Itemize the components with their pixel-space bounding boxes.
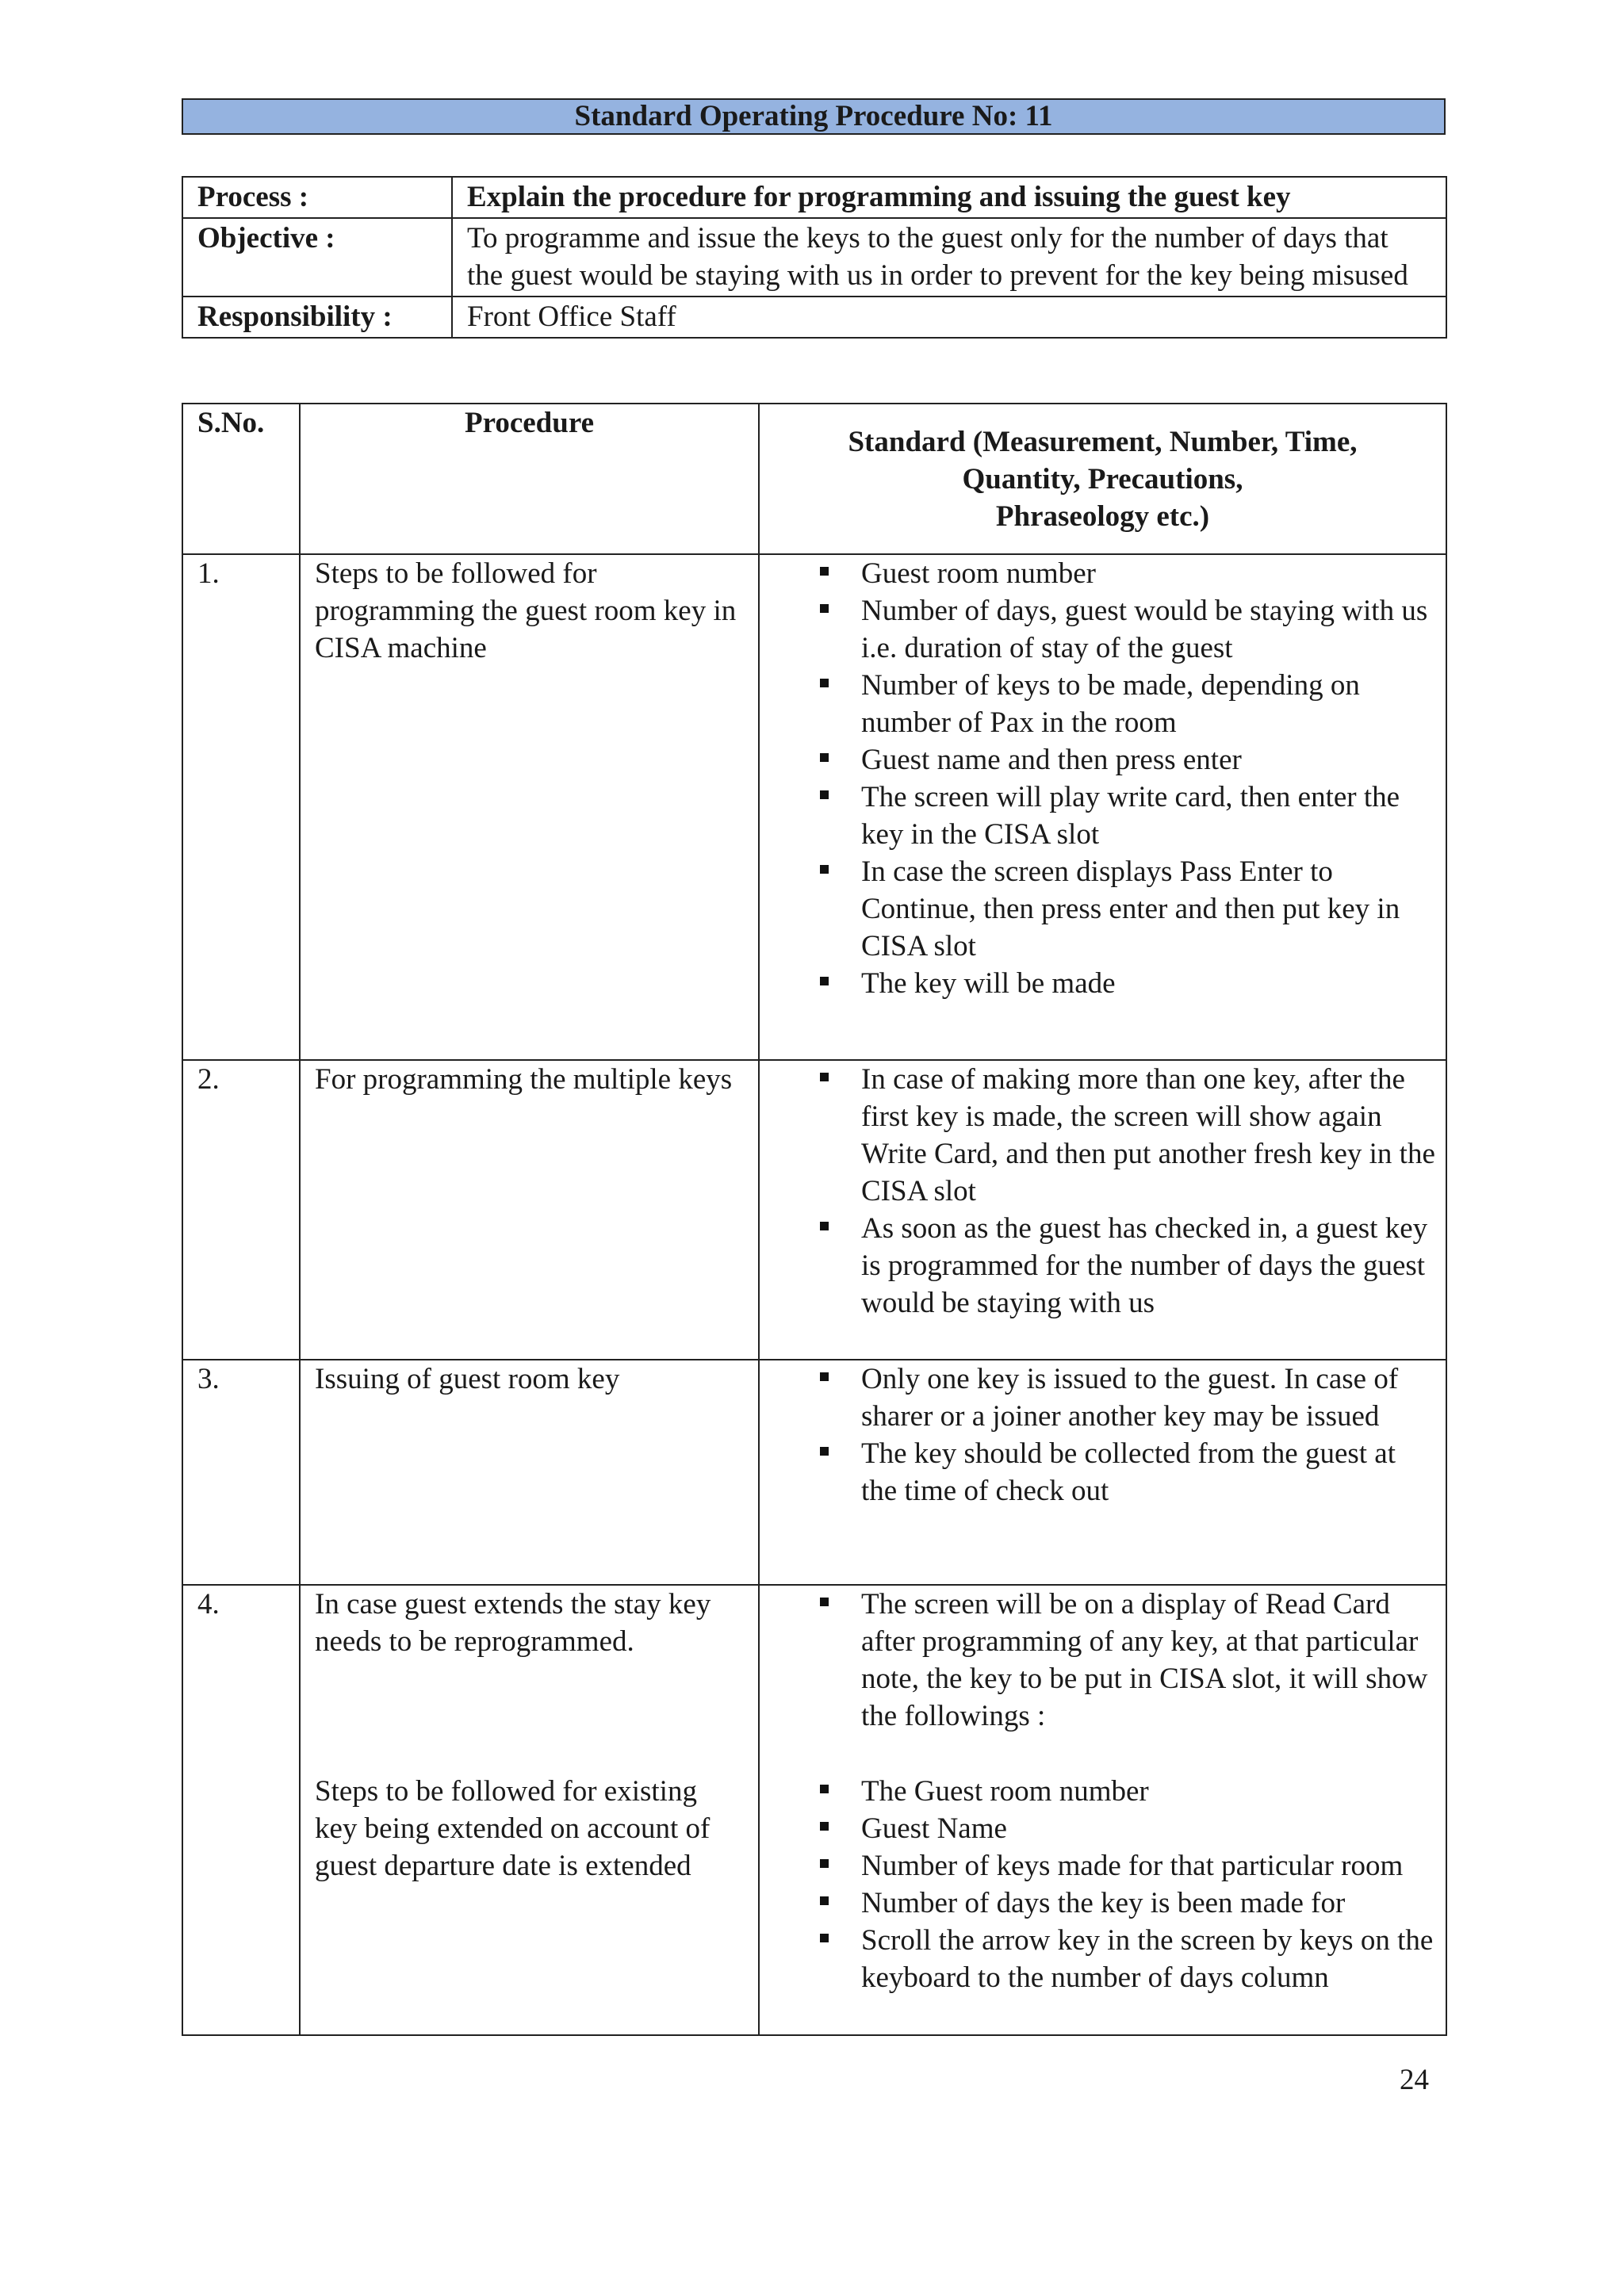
table-row [182, 554, 1446, 1060]
header-procedure: Procedure [300, 404, 759, 554]
row-sno: 1. [182, 554, 300, 1060]
list-item: Number of days, guest would be staying with us i.e. duration of stay of the guest [760, 592, 1436, 667]
row-procedure: For programming the multiple keys [300, 1060, 759, 1360]
table-row [182, 1585, 1446, 2035]
row-standards [759, 1060, 1446, 1360]
objective-row [182, 218, 1446, 297]
row-procedure: Steps to be followed for programming the guest room key in CISA machine [300, 554, 759, 1060]
standards-list [760, 1586, 1436, 1735]
list-item: Scroll the arrow key in the screen by keys on the keyboard to the number of days column [760, 1922, 1436, 1996]
page-number: 24 [1400, 2064, 1429, 2096]
list-item: In case of making more than one key, after the first key is made, the screen will show again Write Card, and then put another fresh key in the CISA slot [760, 1061, 1436, 1210]
row-procedure-extra: Steps to be followed for existing key being extended on account of guest departure date is extended [315, 1775, 710, 1882]
row-sno: 2. [182, 1060, 300, 1360]
objective-value: To programme and issue the keys to the guest only for the number of days that the guest would be staying with us in order to prevent for the key being misused [452, 218, 1446, 297]
row-sno: 3. [182, 1360, 300, 1585]
standards-list [760, 1360, 1436, 1510]
objective-label: Objective : [182, 218, 452, 297]
row-sno: 4. [182, 1585, 300, 2035]
list-item: Guest room number [760, 555, 1436, 592]
header-standard-line2: Quantity, Precautions, [962, 462, 1243, 496]
responsibility-value: Front Office Staff [452, 297, 1446, 338]
process-value: Explain the procedure for programming and issuing the guest key [452, 177, 1446, 218]
standards-list [760, 1061, 1436, 1322]
list-item: The key should be collected from the guest at the time of check out [760, 1435, 1436, 1510]
row-standards [759, 1585, 1446, 2035]
row-standards [759, 554, 1446, 1060]
header-standard-line3: Phraseology etc.) [995, 499, 1210, 533]
row-procedure-text: In case guest extends the stay key needs to be reprogrammed. [315, 1588, 711, 1658]
row-procedure: Issuing of guest room key [300, 1360, 759, 1585]
standards-list [760, 555, 1436, 1002]
row-standards [759, 1360, 1446, 1585]
header-standard-line1: Standard (Measurement, Number, Time, [848, 425, 1358, 458]
list-item: Number of keys to be made, depending on number of Pax in the room [760, 667, 1436, 741]
header-sno: S.No. [182, 404, 300, 554]
list-item: As soon as the guest has checked in, a guest key is programmed for the number of days the guest would be staying with us [760, 1210, 1436, 1322]
list-item: Only one key is issued to the guest. In case of sharer or a joiner another key may be issued [760, 1360, 1436, 1435]
list-item: The Guest room number [760, 1773, 1436, 1810]
responsibility-row [182, 297, 1446, 338]
sop-title: Standard Operating Procedure No: 11 [182, 98, 1446, 135]
procedure-table-header [182, 404, 1446, 554]
table-row [182, 1060, 1446, 1360]
list-item: The screen will be on a display of Read Card after programming of any key, at that particular note, the key to be put in CISA slot, it will show the followings : [760, 1586, 1436, 1735]
sop-info-table [182, 176, 1447, 339]
table-row [182, 1360, 1446, 1585]
list-item: Number of days the key is been made for [760, 1885, 1436, 1922]
list-item: The screen will play write card, then enter the key in the CISA slot [760, 779, 1436, 853]
process-row [182, 177, 1446, 218]
header-standard [759, 404, 1446, 554]
procedure-table [182, 403, 1447, 2036]
standards-list-extra [760, 1773, 1436, 1996]
row-procedure [300, 1585, 759, 2035]
list-item: In case the screen displays Pass Enter to Continue, then press enter and then put key in CISA slot [760, 853, 1436, 965]
list-item: The key will be made [760, 965, 1436, 1002]
list-item: Number of keys made for that particular room [760, 1847, 1436, 1885]
list-item: Guest name and then press enter [760, 741, 1436, 779]
process-label: Process : [182, 177, 452, 218]
responsibility-label: Responsibility : [182, 297, 452, 338]
list-item: Guest Name [760, 1810, 1436, 1847]
